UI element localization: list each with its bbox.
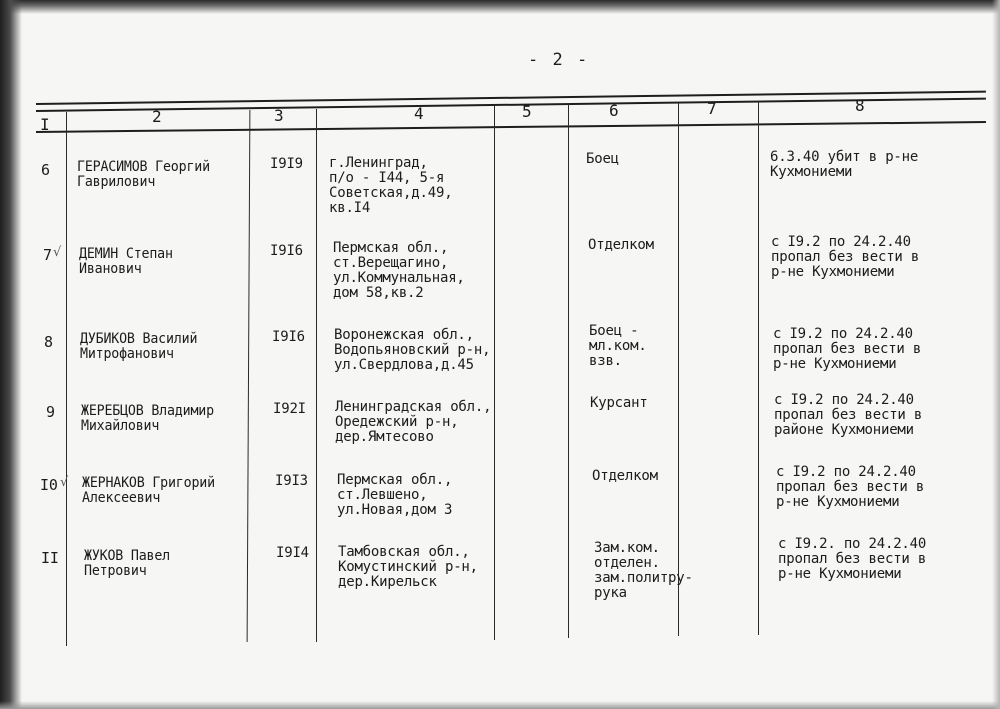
- row-number: 7: [43, 246, 52, 264]
- birth-year: I9I4: [276, 545, 309, 561]
- home-address: Пермская обл., ст.Верещагино, ул.Коммунальная, дом 58,кв.2: [333, 240, 465, 301]
- birth-year: I9I9: [270, 156, 303, 172]
- column-header-7: 7: [707, 99, 717, 118]
- birth-year: I9I6: [272, 329, 305, 345]
- birth-year: I92I: [273, 401, 306, 417]
- home-address: Пермская обл., ст.Левшено, ул.Новая,дом 3: [337, 472, 453, 518]
- birth-year: I9I6: [270, 243, 303, 259]
- column-divider-4: [494, 106, 495, 640]
- column-header-3: 3: [274, 106, 284, 125]
- column-header-1: I: [40, 115, 50, 134]
- military-rank: Боец - мл.ком. взв.: [589, 323, 647, 369]
- row-number: 9: [46, 403, 55, 421]
- home-address: г.Ленинград, п/о - I44, 5-я Советская,д.49, кв.I4: [329, 155, 453, 216]
- fate-record: 6.3.40 убит в р-не Кухмониеми: [770, 149, 919, 180]
- fate-record: с I9.2 по 24.2.40 пропал без вести в р-не Кухмониеми: [773, 326, 922, 372]
- column-header-4: 4: [414, 104, 424, 123]
- home-address: Ленинградская обл., Оредежский р-н, дер.Ямтесово: [335, 399, 492, 445]
- birth-year: I9I3: [275, 473, 308, 489]
- row-number: I0: [40, 476, 58, 494]
- military-rank: Курсант: [590, 395, 648, 411]
- military-rank: Отделком: [592, 468, 658, 484]
- fate-record: с I9.2 по 24.2.40 пропал без вести в р-не Кухмониеми: [776, 464, 925, 510]
- row-number: 6: [41, 161, 50, 179]
- column-header-8: 8: [855, 96, 865, 115]
- column-divider-5: [568, 104, 569, 638]
- home-address: Тамбовская обл., Комустинский р-н, дер.Кирельск: [338, 544, 478, 590]
- row-number: 8: [44, 333, 53, 351]
- home-address: Воронежская обл., Водопьяновский р-н, ул.Свердлова,д.45: [334, 327, 491, 373]
- column-divider-1: [66, 112, 67, 646]
- fate-record: с I9.2 по 24.2.40 пропал без вести в районе Кухмониеми: [774, 392, 923, 438]
- column-header-2: 2: [152, 107, 162, 126]
- person-name: ДУБИКОВ Василий Митрофанович: [80, 331, 198, 362]
- military-rank: Отделком: [588, 237, 654, 253]
- military-rank: Боец: [586, 151, 619, 167]
- person-name: ЖУКОВ Павел Петрович: [84, 548, 171, 579]
- scan-edge-bottom: [0, 701, 1000, 709]
- header-rule-top-double: [36, 98, 986, 112]
- column-header-6: 6: [609, 101, 619, 120]
- check-mark: √: [60, 475, 69, 490]
- column-divider-2: [247, 110, 251, 642]
- header-rule-bottom: [36, 121, 986, 133]
- column-divider-7: [758, 101, 759, 635]
- page-number: - 2 -: [528, 50, 590, 70]
- row-number: II: [41, 549, 59, 567]
- person-name: ДЕМИН Степан Иванович: [79, 246, 173, 277]
- person-name: ЖЕРЕБЦОВ Владимир Михайлович: [81, 403, 214, 434]
- military-rank: Зам.ком. отделен. зам.политру- рука: [594, 540, 693, 601]
- scan-edge-top: [0, 0, 1000, 14]
- check-mark: √: [53, 245, 62, 260]
- column-header-5: 5: [522, 102, 532, 121]
- scan-edge-left: [0, 0, 22, 709]
- scan-edge-right: [992, 0, 1000, 709]
- person-name: ГЕРАСИМОВ Георгий Гаврилович: [77, 159, 210, 190]
- person-name: ЖЕРНАКОВ Григорий Алексеевич: [82, 475, 215, 506]
- fate-record: с I9.2 по 24.2.40 пропал без вести в р-не Кухмониеми: [771, 234, 920, 280]
- fate-record: с I9.2. по 24.2.40 пропал без вести в р-не Кухмониеми: [778, 536, 927, 582]
- column-divider-3: [316, 109, 317, 642]
